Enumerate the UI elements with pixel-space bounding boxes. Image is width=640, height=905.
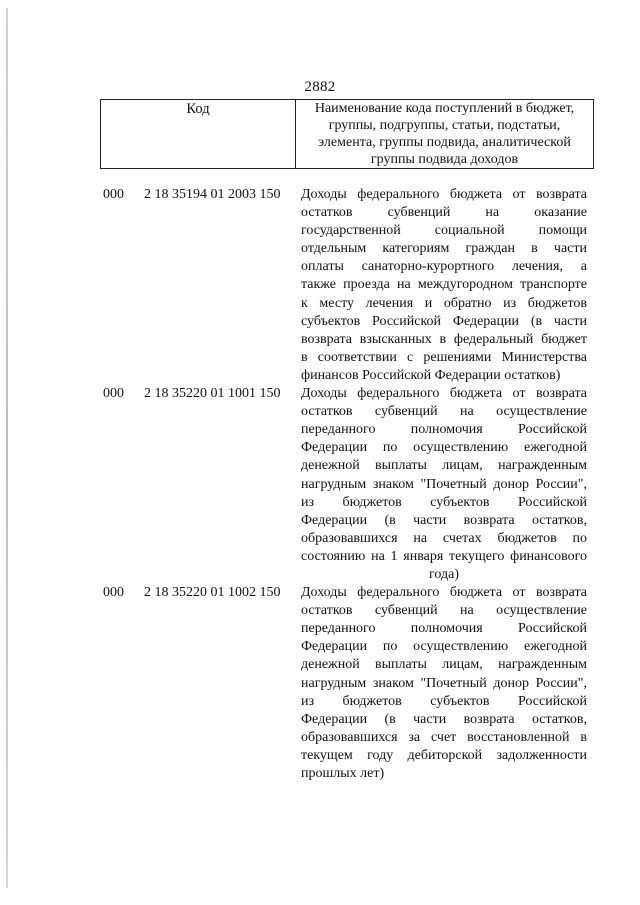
description-line: нагрудным знаком "Почетный донор России", [301,476,587,492]
code-prefix: 000 [103,386,124,402]
description-line: года) [429,566,459,582]
description-line: отдельным категориям граждан в части [301,241,587,257]
code-description [301,186,587,385]
description-line: финансов Российской Федерации остатков) [301,367,561,383]
description-line: образовавшихся за счет восстановленной в [301,729,587,745]
code-prefix: 000 [103,585,124,601]
table-row [0,186,640,385]
code-description [301,385,587,584]
header-name-column: Наименование кода поступлений в бюджет, группы, подгруппы, статьи, подстатьи, элемента, группы подвида, аналитической группы подвида доходов [314,101,575,167]
description-line: переданного полномочия Российской [301,621,587,637]
code-prefix: 000 [103,187,124,202]
description-line: текущем году дебиторской задолженности [301,747,587,763]
header-code-column: Код [101,100,296,168]
description-line: состоянию на 1 января текущего финансового [301,548,587,564]
description-line: оплаты санаторно-курортного лечения, а [301,259,587,275]
description-line: Доходы федерального бюджета от возврата [301,585,587,601]
income-code: 2 18 35220 01 1001 150 [144,386,281,402]
description-line: Доходы федерального бюджета от возврата [301,386,587,402]
description-line: денежной выплаты лицам, награжденным [301,458,587,474]
description-line: остатков субвенций на оказание [301,205,587,221]
entries-list [0,186,640,783]
description-line: субъектов Российской Федерации (в части [301,313,587,329]
description-line: возврата взысканных в федеральный бюджет [301,331,587,347]
description-line: Доходы федерального бюджета от возврата [301,187,587,202]
description-line: Федерации по осуществлению ежегодной [301,639,587,655]
income-code: 2 18 35220 01 1002 150 [144,585,281,601]
description-line: образовавшихся на счетах бюджетов по [301,530,587,546]
description-line: нагрудным знаком "Почетный донор России", [301,675,587,691]
description-line: государственной социальной помощи [301,223,587,239]
description-line: в соответствии с решениями Министерства [301,349,587,365]
description-line: прошлых лет) [301,766,385,781]
description-line: остатков субвенций на осуществление [301,404,587,420]
description-line: Федерации (в части возврата остатков, [301,512,587,528]
table-row [0,385,640,584]
description-line: Федерации по осуществлению ежегодной [301,440,587,456]
code-description [301,584,587,783]
description-line: денежной выплаты лицам, награжденным [301,657,587,673]
description-line: переданного полномочия Российской [301,422,587,438]
income-code: 2 18 35194 01 2003 150 [144,187,281,202]
table-header [100,99,594,169]
description-line: Федерации (в части возврата остатков, [301,711,587,727]
description-line: из бюджетов субъектов Российской [301,693,587,709]
table-row [0,584,640,783]
description-line: остатков субвенций на осуществление [301,603,587,619]
description-line: также проезда на междугородном транспорте [301,277,587,293]
description-line: из бюджетов субъектов Российской [301,494,587,510]
description-line: к месту лечения и обратно из бюджетов [301,295,587,311]
page-number: 2882 [304,79,336,95]
